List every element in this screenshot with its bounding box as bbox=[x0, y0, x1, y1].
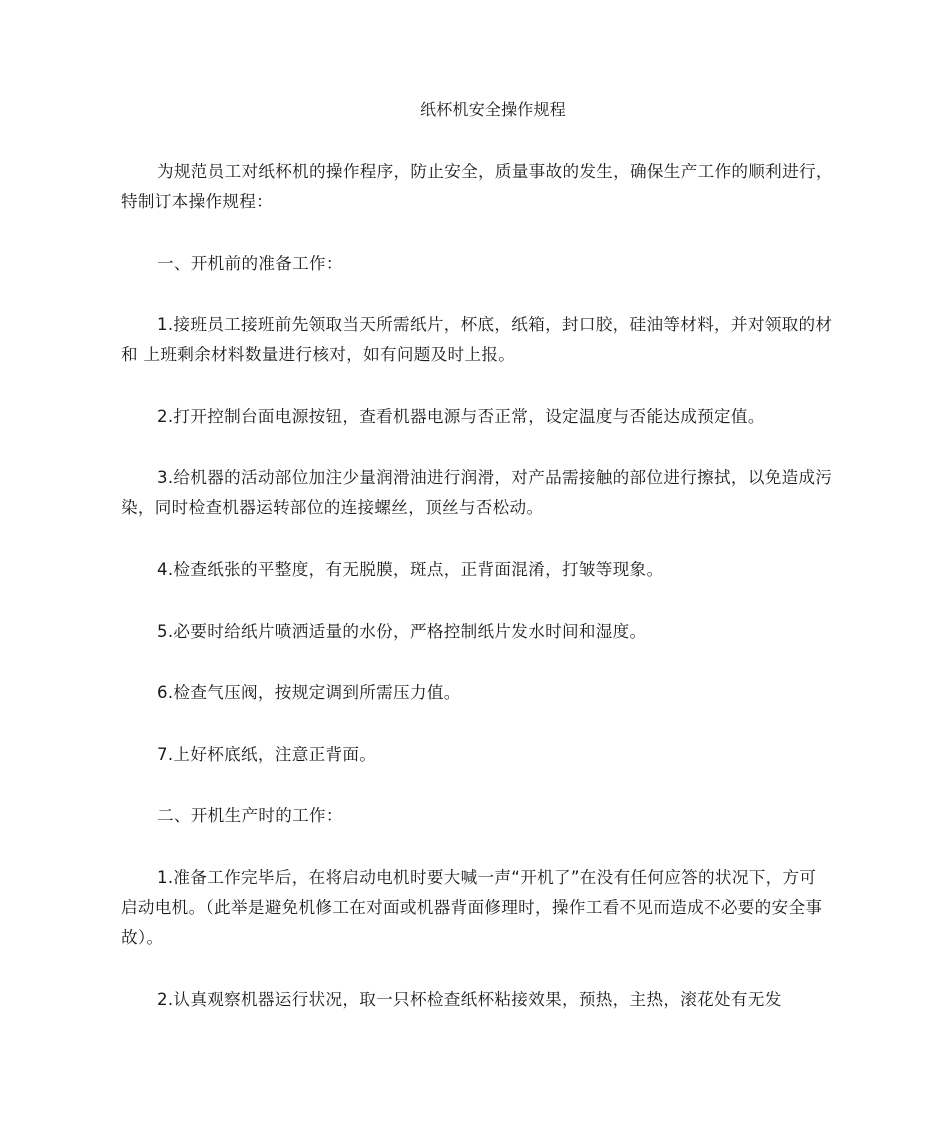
section-heading-2: 二、开机生产时的工作： bbox=[157, 806, 343, 825]
section-1-item-5: 5.必要时给纸片喷洒适量的水份，严格控制纸片发水时间和湿度。 bbox=[157, 622, 647, 641]
section-1-item-2: 2.打开控制台面电源按钮，查看机器电源与否正常，设定温度与否能达成预定值。 bbox=[157, 407, 765, 426]
section-2-item-2: 2.认真观察机器运行状况，取一只杯检查纸杯粘接效果，预热，主热，滚花处有无发 bbox=[157, 990, 782, 1009]
section-1-item-3: 3.给机器的活动部位加注少量润滑油进行润滑，对产品需接触的部位进行擦拭，以免造成污染，同时检查机器运转部位的连接螺丝，顶丝与否松动。 bbox=[121, 468, 833, 517]
document-title: 纸杯机安全操作规程 bbox=[420, 100, 566, 119]
section-1-item-1: 1.接班员工接班前先领取当天所需纸片，杯底，纸箱，封口胶，硅油等材料，并对领取的材和 上班剩余材料数量进行核对，如有问题及时上报。 bbox=[121, 315, 833, 364]
section-2-item-1: 1.准备工作完毕后，在将启动电机时要大喊一声“开机了”在没有任何应答的状况下，方可启动电机。（此举是避免机修工在对面或机器背面修理时，操作工看不见而造成不必要的安全事故）。 bbox=[121, 868, 823, 947]
section-1-item-4: 4.检查纸张的平整度，有无脱膜，斑点，正背面混淆，打皱等现象。 bbox=[157, 560, 664, 579]
section-1-item-6: 6.检查气压阀，按规定调到所需压力值。 bbox=[157, 683, 461, 702]
section-1-item-7: 7.上好杯底纸，注意正背面。 bbox=[157, 745, 377, 764]
section-heading-1: 一、开机前的准备工作： bbox=[157, 254, 343, 273]
intro-paragraph: 为规范员工对纸杯机的操作程序，防止安全，质量事故的发生，确保生产工作的顺利进行，特制订本操作规程： bbox=[121, 162, 833, 211]
